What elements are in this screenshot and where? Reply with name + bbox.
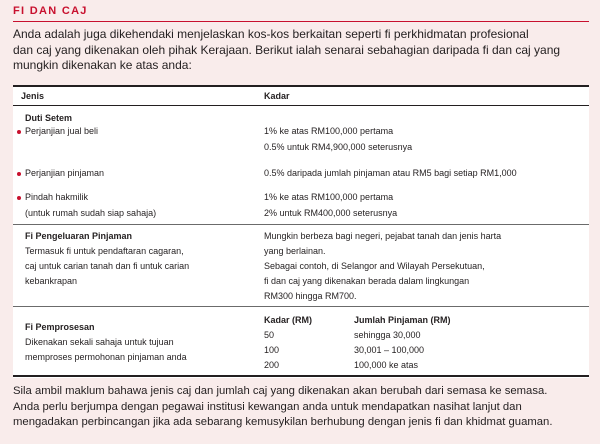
header-kadar-rm: Kadar (RM) bbox=[264, 315, 313, 325]
pengeluaran-kadar-line: Sebagai contoh, di Selangor and Wilayah Persekutuan, bbox=[264, 261, 485, 271]
kadar-line: 2% untuk RM400,000 seterusnya bbox=[264, 208, 398, 218]
closing-paragraph bbox=[13, 384, 598, 431]
intro-line: Anda adalah juga dikehendaki menjelaskan kos-kos berkaitan seperti fi perkhidmatan profesional bbox=[13, 27, 529, 41]
row-divider bbox=[13, 306, 589, 307]
bullet-icon bbox=[17, 130, 21, 134]
kadar-line: 1% ke atas RM100,000 pertama bbox=[264, 126, 394, 136]
jenis-perjanjian-jual-beli: Perjanjian jual beli bbox=[25, 126, 99, 136]
kadar-rm-value: 50 bbox=[264, 330, 275, 340]
jenis-perjanjian-pinjaman: Perjanjian pinjaman bbox=[25, 168, 105, 178]
pengeluaran-desc-line: kebankrapan bbox=[25, 276, 78, 286]
table-header bbox=[13, 85, 589, 106]
intro-line: dan caj yang dikenakan oleh pihak Kerajaan. Berikut ialah senarai sebahagian daripada fi dan caj yang bbox=[13, 42, 561, 57]
header-jumlah-pinjaman: Jumlah Pinjaman (RM) bbox=[354, 315, 451, 325]
bullet-icon bbox=[17, 196, 21, 200]
pengeluaran-kadar-line: yang berlainan. bbox=[264, 246, 326, 256]
table-bottom-rule bbox=[13, 375, 589, 377]
intro-line: mungkin dikenakan ke atas anda: bbox=[13, 58, 192, 72]
jumlah-value: 100,000 ke atas bbox=[354, 360, 419, 370]
jumlah-value: 30,001 – 100,000 bbox=[354, 345, 425, 355]
bullet-icon bbox=[17, 172, 21, 176]
header-jenis: Jenis bbox=[21, 91, 45, 101]
outro-line: Anda perlu berjumpa dengan pegawai institusi kewangan anda untuk mendapatkan nasihat lanjut dan bbox=[13, 400, 522, 413]
header-kadar: Kadar bbox=[264, 91, 290, 101]
row-divider bbox=[13, 224, 589, 225]
outro-line: mengadakan perbincangan jika ada sebarang kemusykilan berhubung dengan jenis fi dan khidmat guaman. bbox=[13, 416, 553, 428]
kadar-line: 0.5% daripada jumlah pinjaman atau RM5 bagi setiap RM1,000 bbox=[264, 168, 517, 178]
duti-setem-heading: Duti Setem bbox=[25, 113, 73, 123]
section-title: FI DAN CAJ bbox=[13, 5, 88, 17]
outro-line: Sila ambil maklum bahawa jenis caj dan jumlah caj yang dikenakan akan berubah dari semasa ke semasa. bbox=[13, 385, 548, 397]
kadar-line: 1% ke atas RM100,000 pertama bbox=[264, 192, 394, 202]
pengeluaran-kadar-line: RM300 hingga RM700. bbox=[264, 291, 357, 301]
pemprosesan-desc-line: memproses permohonan pinjaman anda bbox=[25, 352, 187, 362]
title-divider bbox=[13, 21, 589, 22]
fee-table bbox=[13, 85, 589, 378]
pemprosesan-heading: Fi Pemprosesan bbox=[25, 322, 95, 332]
pengeluaran-desc-line: Termasuk fi untuk pendaftaran cagaran, bbox=[25, 246, 184, 256]
kadar-rm-value: 200 bbox=[264, 360, 280, 370]
pengeluaran-kadar-line: Mungkin berbeza bagi negeri, pejabat tanah dan jenis harta bbox=[264, 231, 502, 241]
jenis-pindah-hakmilik: Pindah hakmilik bbox=[25, 192, 89, 202]
intro-paragraph bbox=[13, 27, 593, 74]
pemprosesan-desc-line: Dikenakan sekali sahaja untuk tujuan bbox=[25, 337, 174, 347]
kadar-line: 0.5% untuk RM4,900,000 seterusnya bbox=[264, 142, 413, 152]
kadar-rm-value: 100 bbox=[264, 345, 280, 355]
pengeluaran-desc-line: caj untuk carian tanah dan fi untuk carian bbox=[25, 261, 190, 271]
pengeluaran-heading: Fi Pengeluaran Pinjaman bbox=[25, 231, 133, 241]
jenis-note: (untuk rumah sudah siap sahaja) bbox=[25, 208, 157, 218]
jumlah-value: sehingga 30,000 bbox=[354, 330, 421, 340]
pengeluaran-kadar-line: fi dan caj yang dikenakan berada dalam lingkungan bbox=[264, 276, 470, 286]
